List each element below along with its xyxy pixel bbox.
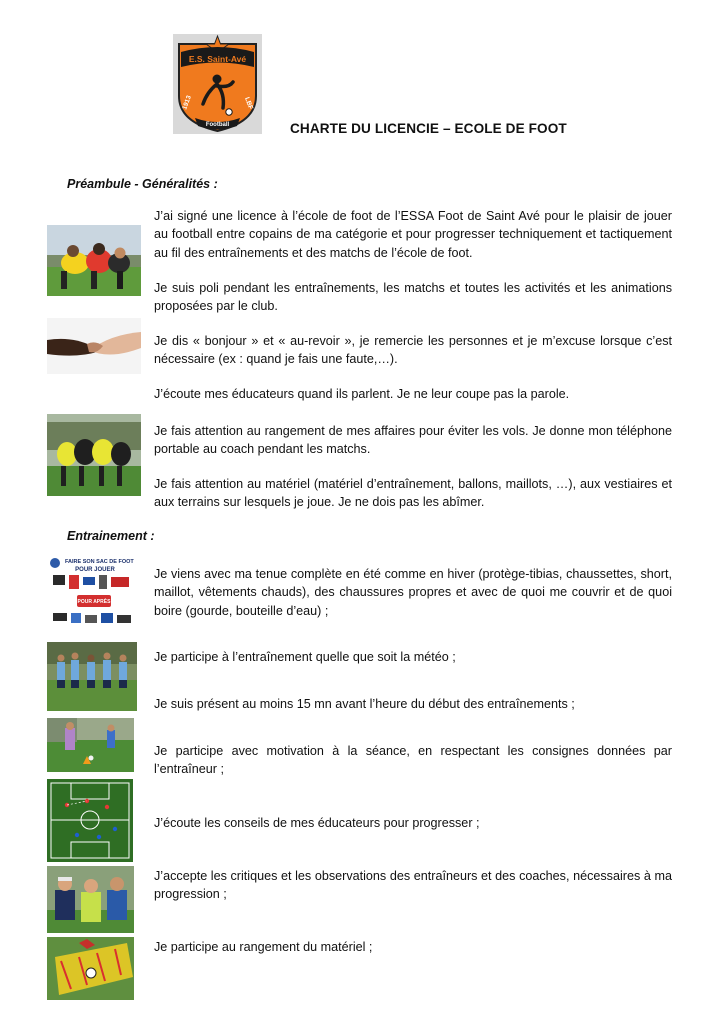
section-heading-preamble: Préambule - Généralités : <box>67 177 218 191</box>
paragraph-outfit: Je viens avec ma tenue complète en été comme en hiver (protège-tibias, chaussettes, short, maillot, vêtements chauds), des chaussures propres et avec de quoi me couvrir et de quoi boire (gourde, bouteille d’eau) ; <box>154 567 672 618</box>
photo-training-drill <box>47 718 134 772</box>
paragraph-equipment-care: Je fais attention au matériel (matériel d’entraînement, ballons, maillots, …), aux vestiaires et aux terrains sur lesquels je joue. Je ne dois pas les abîmer. <box>154 477 672 510</box>
paragraph-criticism: J’accepte les critiques et les observations des entraîneurs et des coaches, nécessaires à ma progression ; <box>154 869 672 902</box>
paragraph-weather: Je participe à l’entraînement quelle que soit la météo ; <box>154 650 456 664</box>
page-title: CHARTE DU LICENCIE – ECOLE DE FOOT <box>290 121 567 136</box>
paragraph-listening: J’écoute mes éducateurs quand ils parlent. Je ne leur coupe pas la parole. <box>154 387 570 401</box>
photo-coaches <box>47 866 134 933</box>
section-heading-training: Entrainement : <box>67 529 155 543</box>
illustration-football-bag <box>47 557 140 635</box>
paragraph-advice: J’écoute les conseils de mes éducateurs pour progresser ; <box>154 816 480 830</box>
club-logo <box>173 34 262 134</box>
photo-kids-playing <box>47 225 141 296</box>
logo-sport: Football <box>205 122 230 128</box>
paragraph-licence: J’ai signé une licence à l’école de foot de l’ESSA Foot de Saint Avé pour le plaisir de jouer au football entre copains de ma catégorie et pour progresser techniquement et tactiquement au fil des entraînements et des matchs de l’école de foot. <box>154 209 672 260</box>
photo-training-equipment <box>47 937 134 1000</box>
logo-founded: 1913 <box>181 94 193 111</box>
paragraph-belongings: Je fais attention au rangement de mes affaires pour éviter les vols. Je donne mon téléphone portable au coach pendant les matchs. <box>154 424 672 457</box>
paragraph-motivation: Je participe avec motivation à la séance, en respectant les consignes données par l’entraîneur ; <box>154 744 672 777</box>
logo-affiliation: LBF <box>243 96 255 111</box>
paragraph-greetings: Je dis « bonjour » et « au-revoir », je remercie les personnes et je m’excuse lorsque c’est nécessaire (ex : quand je fais une faute,…). <box>154 334 672 367</box>
bag-caption-title: FAIRE SON SAC DE FOOT <box>65 559 134 565</box>
paragraph-punctuality: Je suis présent au moins 15 mn avant l’heure du début des entraînements ; <box>154 697 575 711</box>
photo-team-huddle <box>47 414 141 496</box>
paragraph-politeness: Je suis poli pendant les entraînements, les matchs et toutes les activités et les animations proposées par le club. <box>154 281 672 314</box>
bag-caption-after: POUR APRÈS <box>77 599 111 605</box>
paragraph-tidying: Je participe au rangement du matériel ; <box>154 940 373 954</box>
bag-caption-play: POUR JOUER <box>75 567 115 573</box>
diagram-tactical-board <box>47 779 133 862</box>
logo-club-name: E.S. Saint-Avé <box>188 54 247 64</box>
photo-handshake <box>47 318 141 374</box>
photo-training-session <box>47 642 137 711</box>
